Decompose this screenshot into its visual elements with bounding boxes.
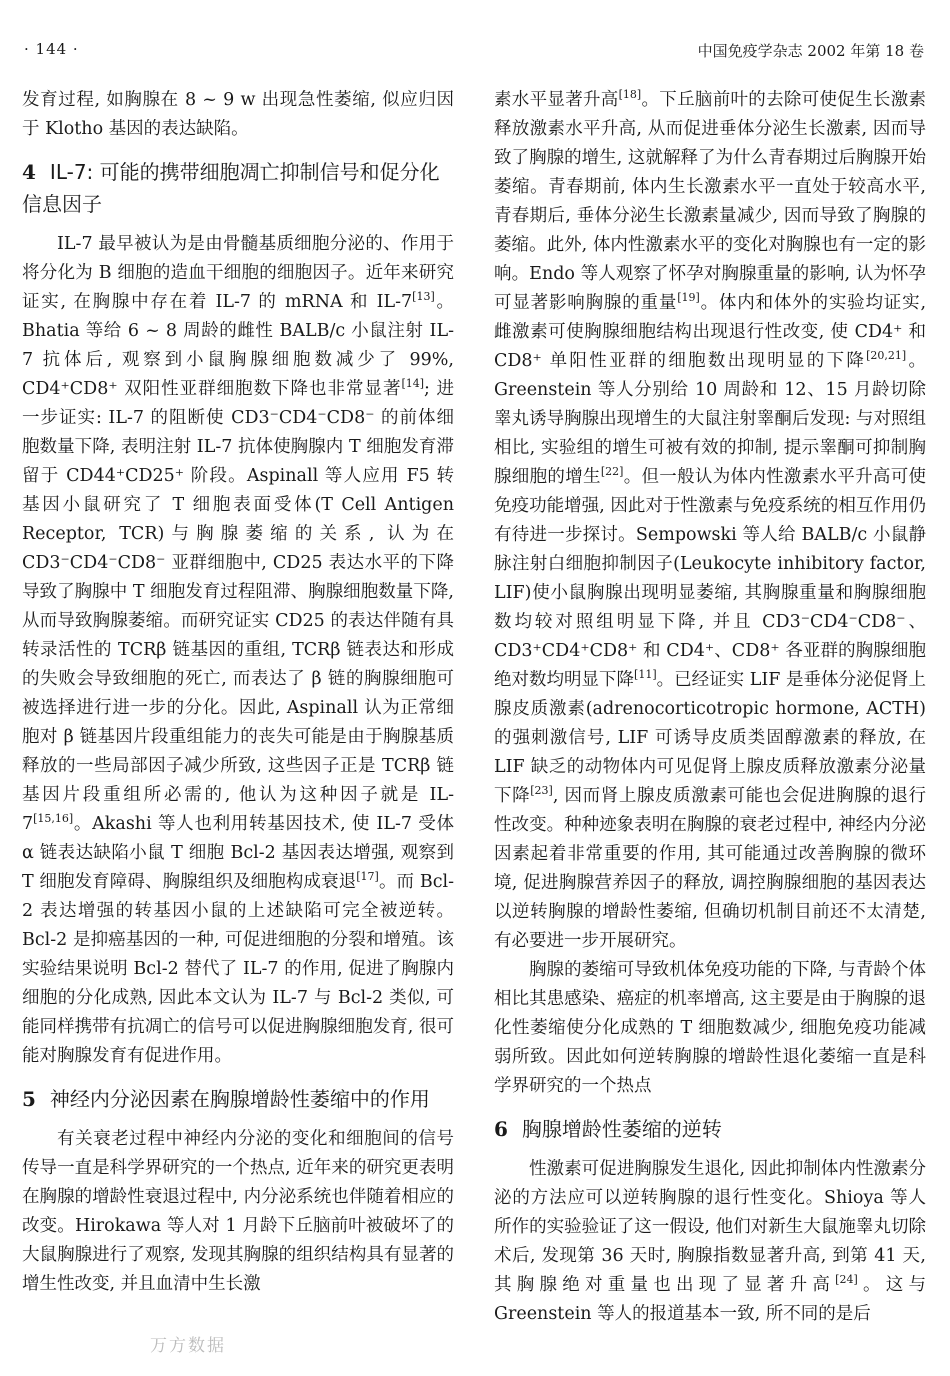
section-number: 5 [22,1087,36,1111]
citation[interactable]: [18] [618,88,642,102]
citation[interactable]: [14] [401,377,425,391]
section-number: 4 [22,160,36,184]
section-heading-5 [22,1083,454,1115]
section-title: IL-7: 可能的携带细胞凋亡抑制信号和促分化信息因子 [22,160,440,216]
section-heading-4 [22,156,454,220]
section-title: 神经内分泌因素在胸腺增龄性萎缩中的作用 [49,1087,430,1111]
citation[interactable]: [19] [677,291,700,305]
paragraph: 胸腺的萎缩可导致机体免疫功能的下降, 与青龄个体相比其患感染、癌症的机率增高, 这主要是由于胸腺的退化性萎缩使分化成熟的 T 细胞数减少, 细胞免疫功能减弱所致。因此如何逆转胸腺的增龄性退化萎缩一直是科学界研究的一个热点 [494,960,926,1096]
citation[interactable]: [17] [356,870,379,884]
citation[interactable]: [24] [835,1273,858,1287]
citation[interactable]: [22] [600,465,624,479]
paragraph: 发育过程, 如胸腺在 8 ~ 9 w 出现急性萎缩, 似应归因于 Klotho 基因的表达缺陷。 [22,90,454,139]
paragraph: 性激素可促进胸腺发生退化, 因此抑制体内性激素分泌的方法应可以逆转胸腺的退行性变化。Shioya 等人所作的实验验证了这一假设, 他们对新生大鼠施睾丸切除术后, 发现第 36 天时, 胸腺指数显著升高, 到第 41 天, 其胸腺绝对重量也出现了显著升高[24]。这与 Greenstein 等人的报道基本一致, 所不同的是后 [494,1159,926,1324]
watermark: 万方数据 [150,1336,226,1356]
page-number: · 144 · [24,40,79,58]
left-column [22,86,454,1299]
citation[interactable]: [20,21] [866,349,907,363]
section-title: 胸腺增龄性萎缩的逆转 [521,1117,722,1141]
right-column [494,86,926,1329]
citation[interactable]: [11] [634,668,657,682]
paragraph: 有关衰老过程中神经内分泌的变化和细胞间的信号传导一直是科学界研究的一个热点, 近年来的研究更表明在胸腺的增龄性衰退过程中, 内分泌系统也伴随着相应的改变。Hirokawa 等人对 1 月龄下丘脑前叶被破坏了的大鼠胸腺进行了观察, 发现其胸腺的组织结构具有显著的增生性改变, 并且血清中生长激 [22,1129,454,1294]
section-number: 6 [494,1117,508,1141]
paragraph: 素水平显著升高[18]。下丘脑前叶的去除可使促生长激素释放激素水平升高, 从而促进垂体分泌生长激素, 因而导致了胸腺的增生, 这就解释了为什么青春期过后胸腺开始萎缩。青春期前, 体内生长激素水平一直处于较高水平, 青春期后, 垂体分泌生长激素量减少, 因而导致了胸腺的萎缩。此外, 体内性激素水平的变化对胸腺也有一定的影响。Endo 等人观察了怀孕对胸腺重量的影响, 认为怀孕可显著影响胸腺的重量[19]。体内和体外的实验均证实, 雌激素可使胸腺细胞结构出现退行性改变, 使 CD4⁺ 和 CD8⁺ 单阳性亚群的细胞数出现明显的下降[20,21]。Greenstein 等人分别给 10 周龄和 12、15 月龄切除睾丸诱导胸腺出现增生的大鼠注射睾酮后发现: 与对照组相比, 实验组的增生可被有效的抑制, 提示睾酮可抑制胸腺细胞的增生[22]。但一般认为体内性激素水平升高可使免疫功能增强, 因此对于性激素与免疫系统的相互作用仍有待进一步探讨。Sempowski 等人给 BALB/c 小鼠静脉注射白细胞抑制因子(Leukocyte inhibitory factor, LIF)使小鼠胸腺出现明显萎缩, 其胸腺重量和胸腺细胞数均较对照组明显下降, 并且 CD3⁻CD4⁻CD8⁻、CD3⁺CD4⁺CD8⁺ 和 CD4⁺、CD8⁺ 各亚群的胸腺细胞绝对数均明显下降[11]。已经证实 LIF 是垂体分泌促肾上腺皮质激素(adrenocorticotropic hormone, ACTH)的强刺激信号, LIF 可诱导皮质类固醇激素的释放, 在 LIF 缺乏的动物体内可见促肾上腺皮质释放激素分泌量下降[23], 因而肾上腺皮质激素可能也会促进胸腺的退行性改变。种种迹象表明在胸腺的衰老过程中, 神经内分泌因素起着非常重要的作用, 其可能通过改善胸腺的微环境, 促进胸腺营养因子的释放, 调控胸腺细胞的基因表达以逆转胸腺的增龄性萎缩, 但确切机制目前还不太清楚, 有必要进一步开展研究。 [494,88,927,951]
citation[interactable]: [15,16] [33,812,74,826]
citation[interactable]: [23] [530,784,553,798]
journal-title: 中国免疫学杂志 2002 年第 18 卷 [697,42,924,60]
citation[interactable]: [13] [412,290,435,304]
paragraph: IL-7 最早被认为是由骨髓基质细胞分泌的、作用于将分化为 B 细胞的造血干细胞的细胞因子。近年来研究证实, 在胸腺中存在着 IL-7 的 mRNA 和 IL-7[13]。Bhatia 等给 6 ~ 8 周龄的雌性 BALB/c 小鼠注射 IL-7 抗体后, 观察到小鼠胸腺细胞数减少了 99%, CD4⁺CD8⁺ 双阳性亚群细胞数下降也非常显著[14]; 进一步证实: IL-7 的阻断使 CD3⁻CD4⁻CD8⁻ 的前体细胞数量下降, 表明注射 IL-7 抗体使胸腺内 T 细胞发育滞留于 CD44⁺CD25⁺ 阶段。Aspinall 等人应用 F5 转基因小鼠研究了 T 细胞表面受体(T Cell Antigen Receptor, TCR)与胸腺萎缩的关系, 认为在 CD3⁻CD4⁻CD8⁻ 亚群细胞中, CD25 表达水平的下降导致了胸腺中 T 细胞发育过程阻滞、胸腺细胞数量下降, 从而导致胸腺萎缩。而研究证实 CD25 的表达伴随有具转录活性的 TCRβ 链基因的重组, TCRβ 链表达和形成的失败会导致细胞的死亡, 而表达了 β 链的胸腺细胞可被选择进行进一步的分化。因此, Aspinall 认为正常细胞对 β 链基因片段重组能力的丧失可能是由于胸腺基质释放的一些局部因子减少所致, 这些因子正是 TCRβ 链基因片段重组所必需的, 他认为这种因子就是 IL-7[15,16]。Akashi 等人也利用转基因技术, 使 IL-7 受体 α 链表达缺陷小鼠 T 细胞 Bcl-2 基因表达增强, 观察到 T 细胞发育障碍、胸腺组织及细胞构成衰退[17]。而 Bcl-2 表达增强的转基因小鼠的上述缺陷可完全被逆转。Bcl-2 是抑癌基因的一种, 可促进细胞的分裂和增殖。该实验结果说明 Bcl-2 替代了 IL-7 的作用, 促进了胸腺内细胞的分化成熟, 因此本文认为 IL-7 与 Bcl-2 类似, 可能同样携带有抗凋亡的信号可以促进胸腺细胞发育, 很可能对胸腺发育有促进作用。 [22,234,455,1066]
section-heading-6 [494,1113,926,1145]
